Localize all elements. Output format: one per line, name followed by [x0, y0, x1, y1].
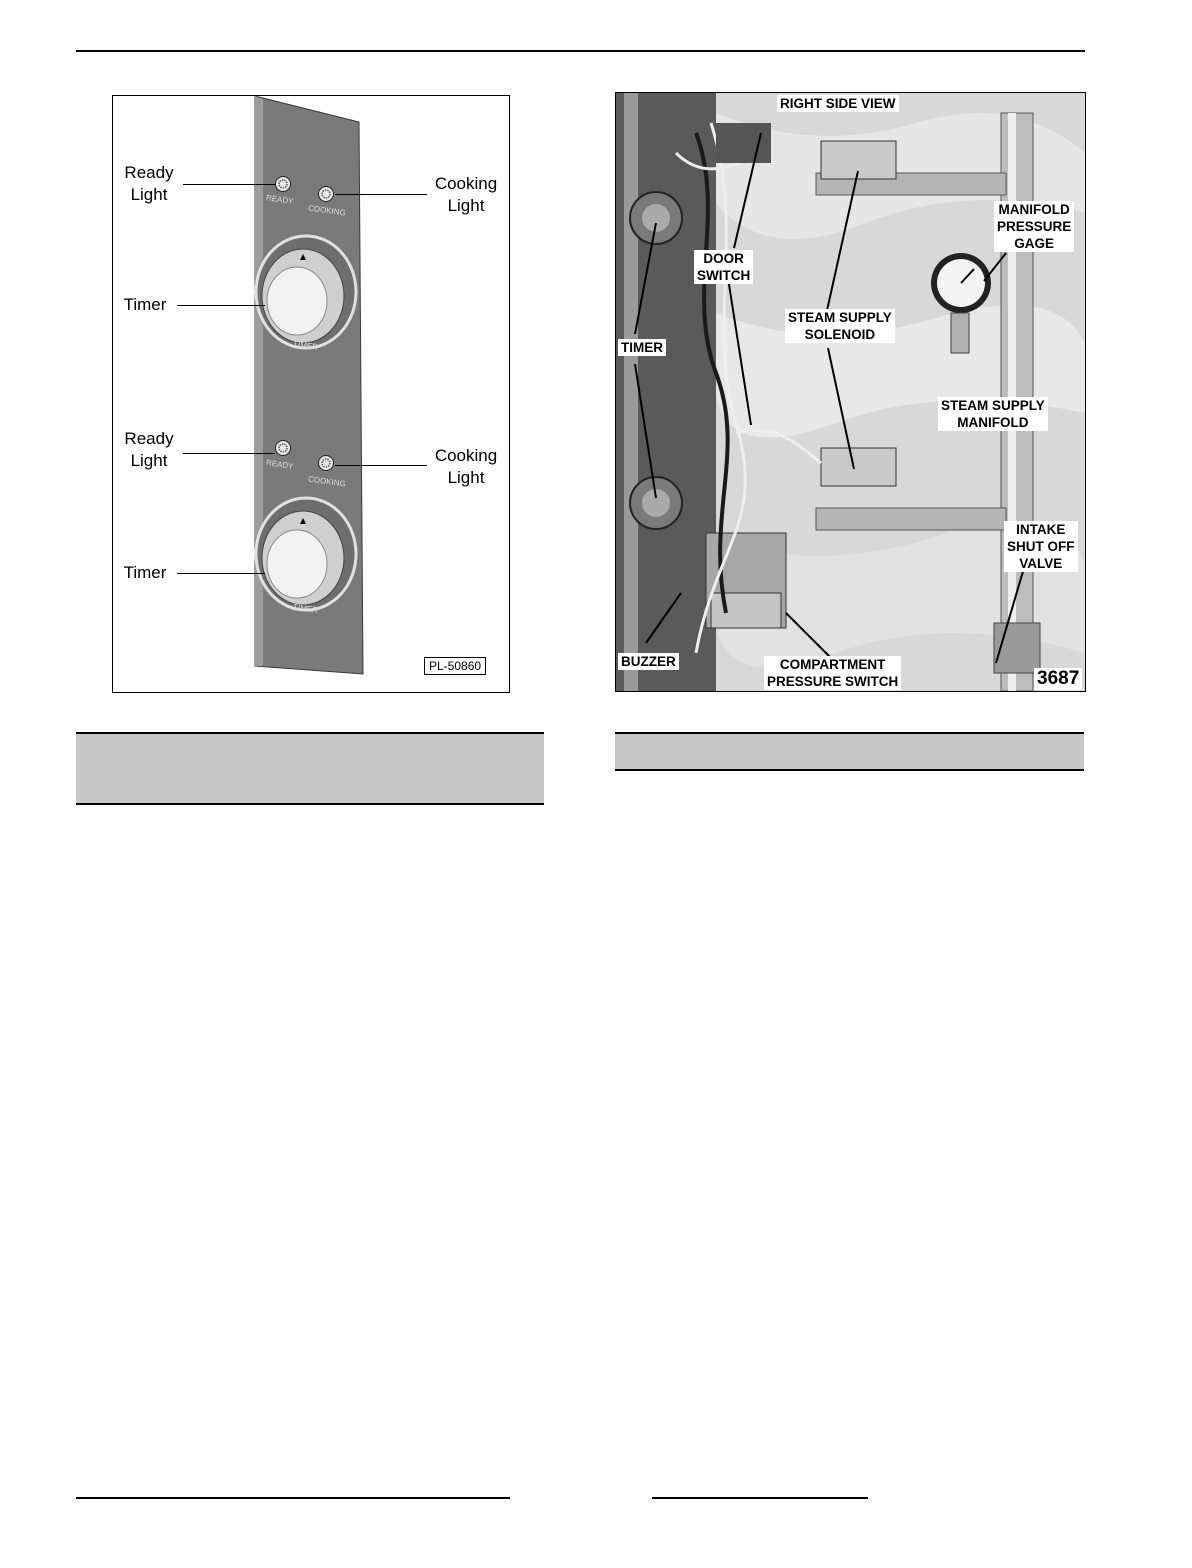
label-cooking-light-bottom: Cooking Light — [434, 446, 498, 487]
label-steam-supply-manifold: STEAM SUPPLY MANIFOLD — [938, 397, 1048, 431]
panel-ready-text-bottom: READY — [265, 458, 295, 471]
label-cooking-light-top: Cooking Light — [434, 174, 498, 215]
photo-illustration — [616, 93, 1085, 691]
figure-code-left: PL-50860 — [424, 657, 486, 675]
header-rule — [76, 50, 1085, 52]
label-timer-bottom: Timer — [123, 563, 167, 582]
label-compartment-pressure-switch: COMPARTMENT PRESSURE SWITCH — [764, 656, 901, 690]
control-panel-figure — [112, 95, 510, 693]
timer-top-icon — [256, 236, 356, 348]
cooking-light-top-icon — [319, 187, 334, 202]
leader-timer-top — [177, 305, 265, 306]
leader-timer-bottom — [177, 573, 265, 574]
label-buzzer: BUZZER — [618, 653, 679, 670]
right-side-view-photo — [615, 92, 1086, 692]
label-timer-top: Timer — [123, 295, 167, 314]
footer-rule-left — [76, 1497, 510, 1499]
panel-timer-text-bottom: TIMER — [292, 602, 319, 615]
leader-cooking-light-bottom — [335, 465, 427, 466]
ready-light-top-icon — [276, 177, 291, 192]
section-heading-bar-left — [76, 732, 544, 805]
label-intake-shut-off-valve: INTAKE SHUT OFF VALVE — [1004, 521, 1078, 572]
panel-cooking-text-top: COOKING — [307, 203, 347, 218]
leader-ready-light-bottom — [183, 453, 275, 454]
label-timer-photo: TIMER — [618, 339, 666, 356]
figure-code-right: 3687 — [1034, 668, 1082, 690]
label-right-side-view: RIGHT SIDE VIEW — [777, 95, 899, 112]
ready-light-bottom-icon — [276, 441, 291, 456]
panel-cooking-text-bottom: COOKING — [307, 474, 347, 489]
leader-cooking-light-top — [335, 194, 427, 195]
section-heading-bar-right — [615, 732, 1084, 771]
cooking-light-bottom-icon — [319, 456, 334, 471]
footer-rule-right — [652, 1497, 868, 1499]
label-steam-supply-solenoid: STEAM SUPPLY SOLENOID — [785, 309, 895, 343]
label-manifold-pressure-gage: MANIFOLD PRESSURE GAGE — [994, 201, 1074, 252]
timer-bottom-icon — [256, 498, 356, 610]
panel-ready-text-top: READY — [265, 193, 295, 206]
label-ready-light-bottom: Ready Light — [124, 429, 174, 470]
label-ready-light-top: Ready Light — [124, 163, 174, 204]
leader-ready-light-top — [183, 184, 275, 185]
label-door-switch: DOOR SWITCH — [694, 250, 753, 284]
panel-timer-text-top: TIMER — [292, 339, 319, 352]
